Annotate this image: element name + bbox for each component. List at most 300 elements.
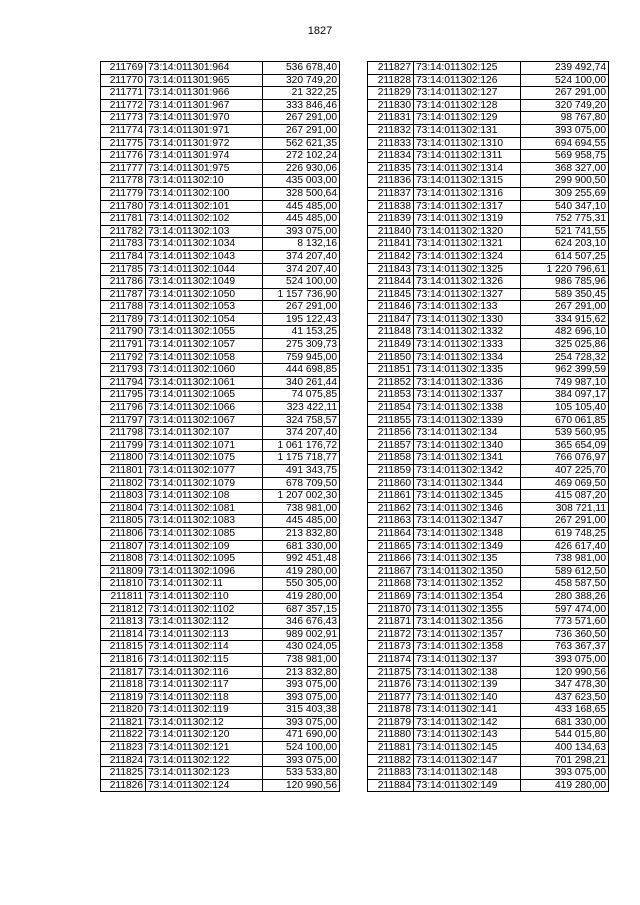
row-id-cell: 211769 bbox=[101, 62, 146, 75]
table-row bbox=[101, 527, 340, 540]
cadastral-number-cell: 73:14:011301:970 bbox=[146, 112, 263, 125]
table-row bbox=[368, 87, 609, 100]
cadastral-number-cell: 73:14:011302:131 bbox=[414, 124, 521, 137]
cadastral-number-cell: 73:14:011302:1341 bbox=[414, 452, 521, 465]
table-row bbox=[101, 225, 340, 238]
cadastral-number-cell: 73:14:011302:10 bbox=[146, 175, 263, 188]
value-cell: 624 203,10 bbox=[521, 238, 609, 251]
row-id-cell: 211819 bbox=[101, 691, 146, 704]
cadastral-number-cell: 73:14:011302:1338 bbox=[414, 402, 521, 415]
value-cell: 74 075,85 bbox=[263, 389, 340, 402]
cadastral-number-cell: 73:14:011302:1339 bbox=[414, 414, 521, 427]
row-id-cell: 211805 bbox=[101, 515, 146, 528]
value-cell: 766 076,97 bbox=[521, 452, 609, 465]
table-row bbox=[368, 150, 609, 163]
row-id-cell: 211871 bbox=[368, 616, 414, 629]
table-row bbox=[368, 590, 609, 603]
value-cell: 678 709,50 bbox=[263, 477, 340, 490]
table-row bbox=[368, 175, 609, 188]
cadastral-number-cell: 73:14:011302:1043 bbox=[146, 250, 263, 263]
cadastral-number-cell: 73:14:011301:974 bbox=[146, 150, 263, 163]
row-id-cell: 211820 bbox=[101, 704, 146, 717]
row-id-cell: 211808 bbox=[101, 553, 146, 566]
cadastral-number-cell: 73:14:011302:1324 bbox=[414, 250, 521, 263]
cadastral-number-cell: 73:14:011301:972 bbox=[146, 137, 263, 150]
row-id-cell: 211858 bbox=[368, 452, 414, 465]
value-cell: 524 100,00 bbox=[263, 276, 340, 289]
row-id-cell: 211854 bbox=[368, 402, 414, 415]
row-id-cell: 211872 bbox=[368, 628, 414, 641]
cadastral-number-cell: 73:14:011302:1311 bbox=[414, 150, 521, 163]
cadastral-number-cell: 73:14:011302:1326 bbox=[414, 276, 521, 289]
table-row bbox=[368, 250, 609, 263]
row-id-cell: 211836 bbox=[368, 175, 414, 188]
table-row bbox=[368, 641, 609, 654]
row-id-cell: 211794 bbox=[101, 376, 146, 389]
row-id-cell: 211832 bbox=[368, 124, 414, 137]
cadastral-number-cell: 73:14:011302:1065 bbox=[146, 389, 263, 402]
row-id-cell: 211852 bbox=[368, 376, 414, 389]
row-id-cell: 211878 bbox=[368, 704, 414, 717]
row-id-cell: 211785 bbox=[101, 263, 146, 276]
table-row bbox=[368, 427, 609, 440]
value-cell: 280 388,26 bbox=[521, 590, 609, 603]
table-row bbox=[368, 313, 609, 326]
row-id-cell: 211771 bbox=[101, 87, 146, 100]
value-cell: 569 958,75 bbox=[521, 150, 609, 163]
table-row bbox=[101, 276, 340, 289]
cadastral-number-cell: 73:14:011302:1050 bbox=[146, 288, 263, 301]
row-id-cell: 211828 bbox=[368, 74, 414, 87]
row-id-cell: 211787 bbox=[101, 288, 146, 301]
row-id-cell: 211800 bbox=[101, 452, 146, 465]
cadastral-number-cell: 73:14:011302:1334 bbox=[414, 351, 521, 364]
table-row bbox=[101, 540, 340, 553]
table-row bbox=[101, 313, 340, 326]
table-row bbox=[368, 515, 609, 528]
value-cell: 539 560,95 bbox=[521, 427, 609, 440]
cadastral-number-cell: 73:14:011302:1358 bbox=[414, 641, 521, 654]
value-cell: 444 698,85 bbox=[263, 364, 340, 377]
table-row bbox=[368, 137, 609, 150]
row-id-cell: 211868 bbox=[368, 578, 414, 591]
cadastral-number-cell: 73:14:011302:11 bbox=[146, 578, 263, 591]
value-cell: 430 024,05 bbox=[263, 641, 340, 654]
value-cell: 239 492,74 bbox=[521, 62, 609, 75]
cadastral-number-cell: 73:14:011302:1335 bbox=[414, 364, 521, 377]
row-id-cell: 211815 bbox=[101, 641, 146, 654]
row-id-cell: 211788 bbox=[101, 301, 146, 314]
cadastral-number-cell: 73:14:011302:1319 bbox=[414, 213, 521, 226]
table-row bbox=[101, 301, 340, 314]
cadastral-number-cell: 73:14:011302:1310 bbox=[414, 137, 521, 150]
value-cell: 333 846,46 bbox=[263, 99, 340, 112]
cadastral-number-cell: 73:14:011302:129 bbox=[414, 112, 521, 125]
cadastral-number-cell: 73:14:011302:1325 bbox=[414, 263, 521, 276]
table-row bbox=[101, 666, 340, 679]
cadastral-number-cell: 73:14:011302:127 bbox=[414, 87, 521, 100]
cadastral-number-cell: 73:14:011302:1317 bbox=[414, 200, 521, 213]
value-cell: 226 930,06 bbox=[263, 162, 340, 175]
cadastral-number-cell: 73:14:011301:965 bbox=[146, 74, 263, 87]
table-row bbox=[101, 767, 340, 780]
row-id-cell: 211881 bbox=[368, 742, 414, 755]
row-id-cell: 211816 bbox=[101, 653, 146, 666]
table-row bbox=[368, 465, 609, 478]
row-id-cell: 211776 bbox=[101, 150, 146, 163]
cadastral-number-cell: 73:14:011302:12 bbox=[146, 716, 263, 729]
cadastral-number-cell: 73:14:011302:1061 bbox=[146, 376, 263, 389]
table-row bbox=[368, 238, 609, 251]
value-cell: 1 207 002,30 bbox=[263, 490, 340, 503]
value-cell: 694 694,55 bbox=[521, 137, 609, 150]
cadastral-number-cell: 73:14:011302:142 bbox=[414, 716, 521, 729]
table-row bbox=[101, 326, 340, 339]
cadastral-number-cell: 73:14:011302:1066 bbox=[146, 402, 263, 415]
value-cell: 469 069,50 bbox=[521, 477, 609, 490]
table-row bbox=[368, 402, 609, 415]
value-cell: 749 987,10 bbox=[521, 376, 609, 389]
row-id-cell: 211775 bbox=[101, 137, 146, 150]
row-id-cell: 211857 bbox=[368, 439, 414, 452]
cadastral-number-cell: 73:14:011301:971 bbox=[146, 124, 263, 137]
table-row bbox=[101, 364, 340, 377]
table-row bbox=[101, 729, 340, 742]
cadastral-number-cell: 73:14:011302:117 bbox=[146, 679, 263, 692]
row-id-cell: 211817 bbox=[101, 666, 146, 679]
table-row bbox=[101, 439, 340, 452]
value-cell: 445 485,00 bbox=[263, 200, 340, 213]
table-row bbox=[368, 653, 609, 666]
table-row bbox=[101, 616, 340, 629]
value-cell: 254 728,32 bbox=[521, 351, 609, 364]
value-cell: 267 291,00 bbox=[263, 301, 340, 314]
row-id-cell: 211797 bbox=[101, 414, 146, 427]
cadastral-number-cell: 73:14:011301:964 bbox=[146, 62, 263, 75]
row-id-cell: 211784 bbox=[101, 250, 146, 263]
value-cell: 544 015,80 bbox=[521, 729, 609, 742]
table-row bbox=[368, 729, 609, 742]
row-id-cell: 211804 bbox=[101, 502, 146, 515]
row-id-cell: 211812 bbox=[101, 603, 146, 616]
value-cell: 536 678,40 bbox=[263, 62, 340, 75]
table-row bbox=[368, 603, 609, 616]
cadastral-number-cell: 73:14:011302:1347 bbox=[414, 515, 521, 528]
table-row bbox=[101, 603, 340, 616]
table-row bbox=[101, 238, 340, 251]
cadastral-number-cell: 73:14:011302:1356 bbox=[414, 616, 521, 629]
cadastral-number-cell: 73:14:011302:1060 bbox=[146, 364, 263, 377]
table-row bbox=[368, 477, 609, 490]
cadastral-number-cell: 73:14:011302:113 bbox=[146, 628, 263, 641]
value-cell: 524 100,00 bbox=[521, 74, 609, 87]
table-row bbox=[101, 112, 340, 125]
row-id-cell: 211849 bbox=[368, 339, 414, 352]
cadastral-number-cell: 73:14:011302:1354 bbox=[414, 590, 521, 603]
cadastral-number-cell: 73:14:011302:1079 bbox=[146, 477, 263, 490]
row-id-cell: 211856 bbox=[368, 427, 414, 440]
row-id-cell: 211818 bbox=[101, 679, 146, 692]
table-row bbox=[101, 502, 340, 515]
row-id-cell: 211809 bbox=[101, 565, 146, 578]
table-row bbox=[368, 742, 609, 755]
row-id-cell: 211851 bbox=[368, 364, 414, 377]
table-row bbox=[368, 704, 609, 717]
table-row bbox=[101, 490, 340, 503]
row-id-cell: 211793 bbox=[101, 364, 146, 377]
value-cell: 272 102,24 bbox=[263, 150, 340, 163]
cadastral-number-cell: 73:14:011302:101 bbox=[146, 200, 263, 213]
table-row bbox=[368, 62, 609, 75]
cadastral-number-cell: 73:14:011302:1345 bbox=[414, 490, 521, 503]
row-id-cell: 211773 bbox=[101, 112, 146, 125]
cadastral-number-cell: 73:14:011302:1075 bbox=[146, 452, 263, 465]
table-row bbox=[368, 213, 609, 226]
row-id-cell: 211783 bbox=[101, 238, 146, 251]
cadastral-number-cell: 73:14:011302:102 bbox=[146, 213, 263, 226]
table-row bbox=[101, 742, 340, 755]
cadastral-number-cell: 73:14:011302:110 bbox=[146, 590, 263, 603]
table-row bbox=[368, 679, 609, 692]
table-row bbox=[368, 565, 609, 578]
row-id-cell: 211839 bbox=[368, 213, 414, 226]
table-row bbox=[368, 225, 609, 238]
table-row bbox=[368, 691, 609, 704]
row-id-cell: 211830 bbox=[368, 99, 414, 112]
cadastral-number-cell: 73:14:011302:1044 bbox=[146, 263, 263, 276]
cadastral-number-cell: 73:14:011302:1349 bbox=[414, 540, 521, 553]
cadastral-number-cell: 73:14:011302:1346 bbox=[414, 502, 521, 515]
cadastral-number-cell: 73:14:011302:1053 bbox=[146, 301, 263, 314]
cadastral-number-cell: 73:14:011302:149 bbox=[414, 779, 521, 792]
value-cell: 614 507,25 bbox=[521, 250, 609, 263]
cadastral-number-cell: 73:14:011302:139 bbox=[414, 679, 521, 692]
cadastral-number-cell: 73:14:011302:116 bbox=[146, 666, 263, 679]
row-id-cell: 211862 bbox=[368, 502, 414, 515]
value-cell: 989 002,91 bbox=[263, 628, 340, 641]
cadastral-number-cell: 73:14:011302:121 bbox=[146, 742, 263, 755]
row-id-cell: 211790 bbox=[101, 326, 146, 339]
table-row bbox=[368, 452, 609, 465]
value-cell: 482 696,10 bbox=[521, 326, 609, 339]
value-cell: 267 291,00 bbox=[521, 515, 609, 528]
row-id-cell: 211778 bbox=[101, 175, 146, 188]
cadastral-number-cell: 73:14:011302:1314 bbox=[414, 162, 521, 175]
cadastral-number-cell: 73:14:011302:1355 bbox=[414, 603, 521, 616]
row-id-cell: 211801 bbox=[101, 465, 146, 478]
table-row bbox=[101, 351, 340, 364]
cadastral-number-cell: 73:14:011302:1330 bbox=[414, 313, 521, 326]
row-id-cell: 211876 bbox=[368, 679, 414, 692]
table-row bbox=[101, 515, 340, 528]
cadastral-number-cell: 73:14:011302:1342 bbox=[414, 465, 521, 478]
value-cell: 752 775,31 bbox=[521, 213, 609, 226]
row-id-cell: 211831 bbox=[368, 112, 414, 125]
value-cell: 681 330,00 bbox=[521, 716, 609, 729]
row-id-cell: 211843 bbox=[368, 263, 414, 276]
cadastral-number-cell: 73:14:011302:148 bbox=[414, 767, 521, 780]
row-id-cell: 211779 bbox=[101, 187, 146, 200]
cadastral-number-cell: 73:14:011302:141 bbox=[414, 704, 521, 717]
table-row bbox=[368, 187, 609, 200]
row-id-cell: 211796 bbox=[101, 402, 146, 415]
cadastral-number-cell: 73:14:011301:975 bbox=[146, 162, 263, 175]
value-cell: 736 360,50 bbox=[521, 628, 609, 641]
table-row bbox=[368, 490, 609, 503]
cadastral-number-cell: 73:14:011302:1034 bbox=[146, 238, 263, 251]
row-id-cell: 211866 bbox=[368, 553, 414, 566]
table-row bbox=[368, 200, 609, 213]
table-row bbox=[368, 263, 609, 276]
row-id-cell: 211799 bbox=[101, 439, 146, 452]
cadastral-number-cell: 73:14:011302:1332 bbox=[414, 326, 521, 339]
cadastral-number-cell: 73:14:011302:145 bbox=[414, 742, 521, 755]
row-id-cell: 211826 bbox=[101, 779, 146, 792]
row-id-cell: 211873 bbox=[368, 641, 414, 654]
cadastral-number-cell: 73:14:011302:1316 bbox=[414, 187, 521, 200]
cadastral-number-cell: 73:14:011302:1096 bbox=[146, 565, 263, 578]
table-row bbox=[101, 263, 340, 276]
table-row bbox=[101, 99, 340, 112]
value-cell: 471 690,00 bbox=[263, 729, 340, 742]
row-id-cell: 211850 bbox=[368, 351, 414, 364]
table-row bbox=[101, 590, 340, 603]
table-row bbox=[368, 376, 609, 389]
row-id-cell: 211825 bbox=[101, 767, 146, 780]
value-cell: 701 298,21 bbox=[521, 754, 609, 767]
value-cell: 340 261,44 bbox=[263, 376, 340, 389]
row-id-cell: 211834 bbox=[368, 150, 414, 163]
row-id-cell: 211838 bbox=[368, 200, 414, 213]
row-id-cell: 211875 bbox=[368, 666, 414, 679]
value-cell: 738 981,00 bbox=[263, 502, 340, 515]
value-cell: 419 280,00 bbox=[263, 565, 340, 578]
table-row bbox=[101, 628, 340, 641]
table-row bbox=[368, 553, 609, 566]
row-id-cell: 211867 bbox=[368, 565, 414, 578]
value-cell: 213 832,80 bbox=[263, 666, 340, 679]
value-cell: 393 075,00 bbox=[263, 716, 340, 729]
row-id-cell: 211835 bbox=[368, 162, 414, 175]
row-id-cell: 211840 bbox=[368, 225, 414, 238]
table-row bbox=[101, 124, 340, 137]
table-row bbox=[368, 414, 609, 427]
value-cell: 374 207,40 bbox=[263, 250, 340, 263]
cadastral-number-cell: 73:14:011302:1348 bbox=[414, 527, 521, 540]
row-id-cell: 211782 bbox=[101, 225, 146, 238]
value-cell: 98 767,80 bbox=[521, 112, 609, 125]
table-row bbox=[101, 691, 340, 704]
row-id-cell: 211814 bbox=[101, 628, 146, 641]
row-id-cell: 211822 bbox=[101, 729, 146, 742]
row-id-cell: 211884 bbox=[368, 779, 414, 792]
row-id-cell: 211807 bbox=[101, 540, 146, 553]
value-cell: 426 617,40 bbox=[521, 540, 609, 553]
cadastral-number-cell: 73:14:011302:147 bbox=[414, 754, 521, 767]
left-table bbox=[100, 61, 340, 792]
value-cell: 347 478,30 bbox=[521, 679, 609, 692]
value-cell: 415 087,20 bbox=[521, 490, 609, 503]
row-id-cell: 211821 bbox=[101, 716, 146, 729]
value-cell: 407 225,70 bbox=[521, 465, 609, 478]
row-id-cell: 211813 bbox=[101, 616, 146, 629]
value-cell: 1 175 718,77 bbox=[263, 452, 340, 465]
row-id-cell: 211811 bbox=[101, 590, 146, 603]
row-id-cell: 211848 bbox=[368, 326, 414, 339]
table-row bbox=[101, 653, 340, 666]
cadastral-number-cell: 73:14:011302:1058 bbox=[146, 351, 263, 364]
value-cell: 738 981,00 bbox=[263, 653, 340, 666]
value-cell: 365 654,09 bbox=[521, 439, 609, 452]
table-row bbox=[101, 250, 340, 263]
cadastral-number-cell: 73:14:011302:126 bbox=[414, 74, 521, 87]
table-row bbox=[101, 87, 340, 100]
cadastral-number-cell: 73:14:011302:1340 bbox=[414, 439, 521, 452]
value-cell: 759 945,00 bbox=[263, 351, 340, 364]
cadastral-number-cell: 73:14:011302:1320 bbox=[414, 225, 521, 238]
cadastral-number-cell: 73:14:011302:1327 bbox=[414, 288, 521, 301]
row-id-cell: 211789 bbox=[101, 313, 146, 326]
value-cell: 435 003,00 bbox=[263, 175, 340, 188]
table-row bbox=[101, 376, 340, 389]
cadastral-number-cell: 73:14:011301:966 bbox=[146, 87, 263, 100]
value-cell: 267 291,00 bbox=[263, 112, 340, 125]
table-row bbox=[368, 389, 609, 402]
value-cell: 433 168,65 bbox=[521, 704, 609, 717]
table-row bbox=[368, 754, 609, 767]
cadastral-number-cell: 73:14:011302:138 bbox=[414, 666, 521, 679]
cadastral-number-cell: 73:14:011302:128 bbox=[414, 99, 521, 112]
value-cell: 773 571,60 bbox=[521, 616, 609, 629]
table-row bbox=[101, 213, 340, 226]
row-id-cell: 211780 bbox=[101, 200, 146, 213]
value-cell: 393 075,00 bbox=[263, 754, 340, 767]
value-cell: 521 741,55 bbox=[521, 225, 609, 238]
table-row bbox=[368, 779, 609, 792]
table-row bbox=[368, 767, 609, 780]
cadastral-number-cell: 73:14:011302:118 bbox=[146, 691, 263, 704]
row-id-cell: 211855 bbox=[368, 414, 414, 427]
table-row bbox=[368, 502, 609, 515]
value-cell: 619 748,25 bbox=[521, 527, 609, 540]
left-table-body bbox=[101, 62, 340, 792]
table-row bbox=[368, 628, 609, 641]
value-cell: 540 347,10 bbox=[521, 200, 609, 213]
table-row bbox=[101, 414, 340, 427]
value-cell: 986 785,96 bbox=[521, 276, 609, 289]
value-cell: 1 061 176,72 bbox=[263, 439, 340, 452]
table-row bbox=[101, 200, 340, 213]
table-row bbox=[101, 578, 340, 591]
value-cell: 962 399,59 bbox=[521, 364, 609, 377]
value-cell: 267 291,00 bbox=[263, 124, 340, 137]
cadastral-number-cell: 73:14:011302:1095 bbox=[146, 553, 263, 566]
table-row bbox=[368, 616, 609, 629]
cadastral-number-cell: 73:14:011302:1067 bbox=[146, 414, 263, 427]
value-cell: 8 132,16 bbox=[263, 238, 340, 251]
table-row bbox=[101, 679, 340, 692]
value-cell: 400 134,63 bbox=[521, 742, 609, 755]
value-cell: 524 100,00 bbox=[263, 742, 340, 755]
row-id-cell: 211864 bbox=[368, 527, 414, 540]
page-number: 1827 bbox=[307, 25, 333, 37]
cadastral-number-cell: 73:14:011302:1071 bbox=[146, 439, 263, 452]
cadastral-number-cell: 73:14:011302:103 bbox=[146, 225, 263, 238]
value-cell: 393 075,00 bbox=[521, 767, 609, 780]
cadastral-number-cell: 73:14:011302:1077 bbox=[146, 465, 263, 478]
value-cell: 323 422,11 bbox=[263, 402, 340, 415]
row-id-cell: 211798 bbox=[101, 427, 146, 440]
